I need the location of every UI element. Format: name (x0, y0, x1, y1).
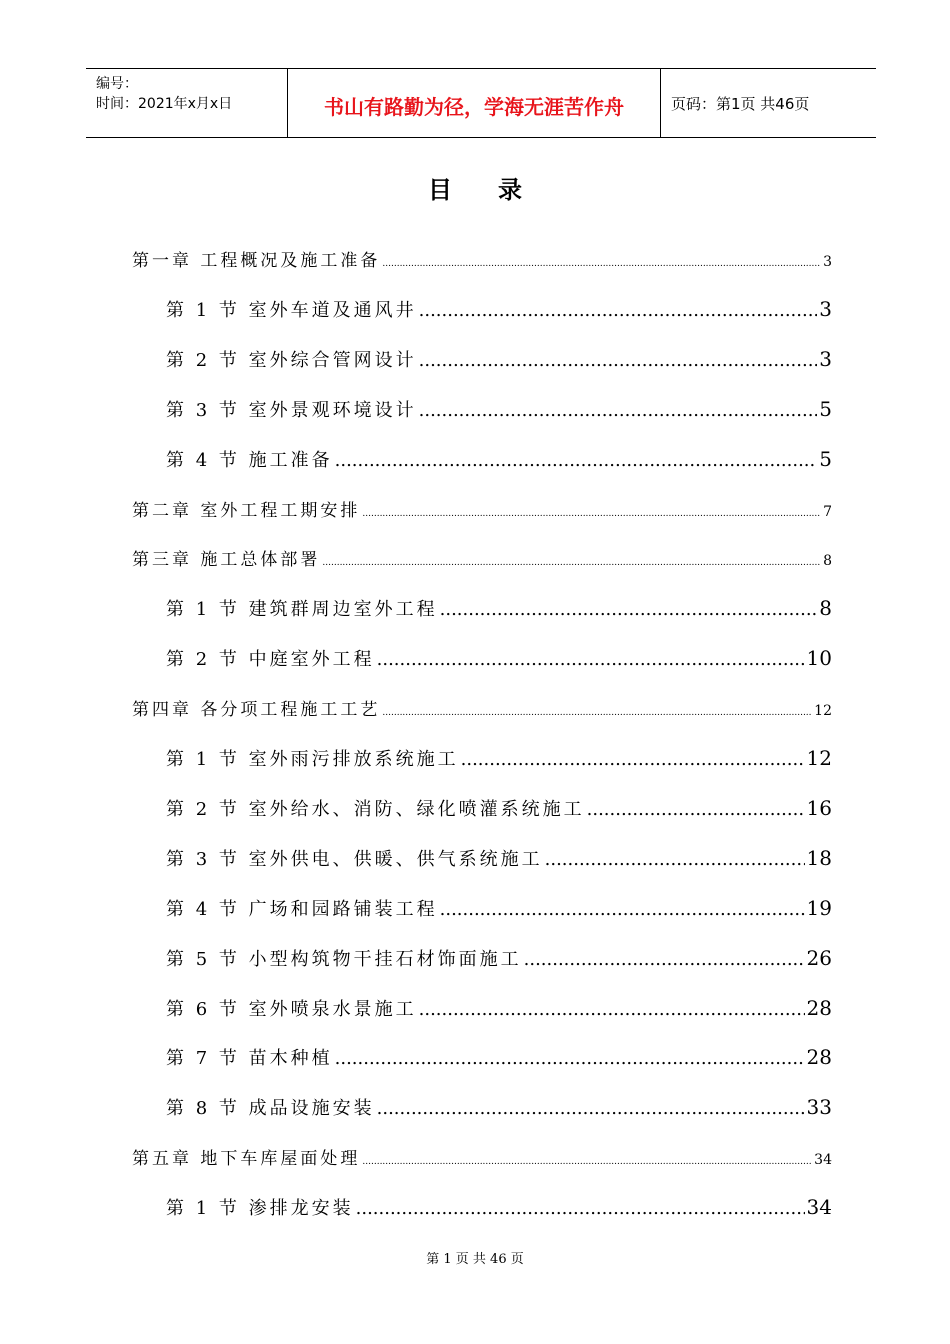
toc-section-entry[interactable] (166, 845, 832, 871)
toc-chapter-entry[interactable] (132, 496, 832, 521)
toc-entry-label: 第 1 节 建筑群周边室外工程 (166, 599, 438, 621)
toc-chapter-entry[interactable] (132, 246, 832, 271)
toc-dot-leader (362, 509, 821, 519)
toc-entry-label: 第 3 节 室外景观环境设计 (166, 399, 417, 421)
toc-dot-leader (382, 708, 812, 718)
document-number-label: 编号： (96, 76, 138, 92)
toc-dot-leader (322, 558, 821, 568)
toc-entry-page-number: 16 (806, 795, 832, 820)
toc-dot-leader (419, 400, 818, 421)
toc-entry-label: 第 2 节 室外综合管网设计 (166, 349, 417, 371)
toc-dot-leader (587, 799, 805, 820)
toc-entry-label: 第 4 节 施工准备 (166, 449, 333, 471)
toc-entry-label: 第 5 节 小型构筑物干挂石材饰面施工 (166, 948, 522, 970)
toc-section-entry[interactable] (166, 296, 832, 322)
toc-entry-label: 第四章 各分项工程施工工艺 (132, 700, 381, 721)
toc-entry-page-number: 28 (806, 1045, 832, 1070)
toc-entry-page-number: 12 (806, 746, 832, 770)
toc-entry-page-number: 3 (819, 296, 832, 321)
toc-dot-leader (382, 259, 821, 269)
toc-entry-page-number: 3 (823, 254, 832, 270)
toc-dot-leader (362, 1157, 812, 1167)
header-page-cell (661, 69, 876, 137)
toc-entry-label: 第 4 节 广场和园路铺装工程 (166, 898, 438, 920)
toc-dot-leader (335, 1048, 805, 1069)
toc-entry-label: 第 1 节 室外车道及通风井 (166, 299, 417, 321)
toc-section-entry[interactable] (166, 745, 832, 771)
toc-dot-leader (335, 450, 818, 471)
page-header (86, 68, 876, 138)
toc-section-entry[interactable] (166, 396, 832, 422)
toc-dot-leader (377, 1098, 805, 1119)
toc-entry-page-number: 5 (819, 396, 832, 421)
toc-section-entry[interactable] (166, 346, 832, 372)
page-footer: 第 1 页 共 46 页 (426, 1252, 524, 1267)
header-page-info: 页码：第1页 共46页 (671, 95, 810, 113)
toc-dot-leader (419, 999, 805, 1020)
toc-entry-label: 第三章 施工总体部署 (132, 550, 321, 571)
toc-dot-leader (545, 849, 805, 870)
toc-entry-page-number: 10 (806, 646, 832, 671)
toc-section-entry[interactable] (166, 1094, 832, 1120)
toc-dot-leader (461, 749, 805, 770)
toc-entry-label: 第 2 节 室外给水、消防、绿化喷灌系统施工 (166, 798, 585, 820)
toc-entry-label: 第一章 工程概况及施工准备 (132, 251, 381, 271)
toc-entry-page-number: 12 (814, 703, 832, 720)
header-meta-cell (86, 69, 288, 137)
toc-entry-page-number: 8 (819, 596, 832, 621)
toc-entry-label: 第二章 室外工程工期安排 (132, 500, 361, 521)
toc-section-entry[interactable] (166, 945, 832, 971)
toc-dot-leader (440, 599, 818, 620)
toc-entry-label: 第 1 节 渗排龙安装 (166, 1198, 354, 1220)
toc-entry-label: 第 7 节 苗木种植 (166, 1048, 333, 1070)
toc-section-entry[interactable] (166, 595, 832, 621)
toc-entry-label: 第 1 节 室外雨污排放系统施工 (166, 749, 459, 770)
toc-section-entry[interactable] (166, 446, 832, 472)
toc-dot-leader (356, 1198, 805, 1219)
toc-entry-label: 第五章 地下车库屋面处理 (132, 1149, 361, 1170)
toc-entry-label: 第 8 节 成品设施安装 (166, 1098, 375, 1120)
toc-section-entry[interactable] (166, 995, 832, 1021)
toc-entry-page-number: 34 (806, 1195, 832, 1220)
toc-entry-page-number: 19 (806, 895, 832, 920)
toc-entry-page-number: 8 (823, 553, 832, 570)
toc-entry-label: 第 3 节 室外供电、供暖、供气系统施工 (166, 848, 543, 870)
toc-section-entry[interactable] (166, 895, 832, 921)
toc-entry-page-number: 33 (806, 1095, 832, 1120)
toc-section-entry[interactable] (166, 645, 832, 671)
toc-chapter-entry[interactable] (132, 1144, 832, 1169)
toc-entry-page-number: 34 (814, 1152, 832, 1169)
document-time-label: 时间：2021年x月x日 (96, 96, 233, 112)
toc-entry-label: 第 2 节 中庭室外工程 (166, 649, 375, 671)
toc-entry-page-number: 28 (806, 995, 832, 1020)
toc-entry-page-number: 26 (806, 945, 832, 970)
toc-entry-page-number: 5 (819, 446, 832, 471)
toc-section-entry[interactable] (166, 795, 832, 821)
toc-entry-page-number: 3 (819, 346, 832, 371)
toc-section-entry[interactable] (166, 1044, 832, 1070)
toc-chapter-entry[interactable] (132, 545, 832, 570)
toc-section-entry[interactable] (166, 1194, 832, 1220)
toc-dot-leader (419, 350, 818, 371)
toc-dot-leader (440, 899, 805, 920)
header-slogan-cell (288, 69, 661, 137)
toc-title: 目录 (428, 175, 568, 204)
header-slogan: 书山有路勤为径，学海无涯苦作舟 (324, 95, 624, 119)
toc-dot-leader (524, 949, 805, 970)
toc-dot-leader (419, 300, 818, 321)
toc-dot-leader (377, 649, 805, 670)
toc-entry-page-number: 7 (823, 503, 832, 520)
toc-chapter-entry[interactable] (132, 695, 832, 720)
toc-entry-label: 第 6 节 室外喷泉水景施工 (166, 998, 417, 1020)
toc-entry-page-number: 18 (806, 845, 832, 870)
